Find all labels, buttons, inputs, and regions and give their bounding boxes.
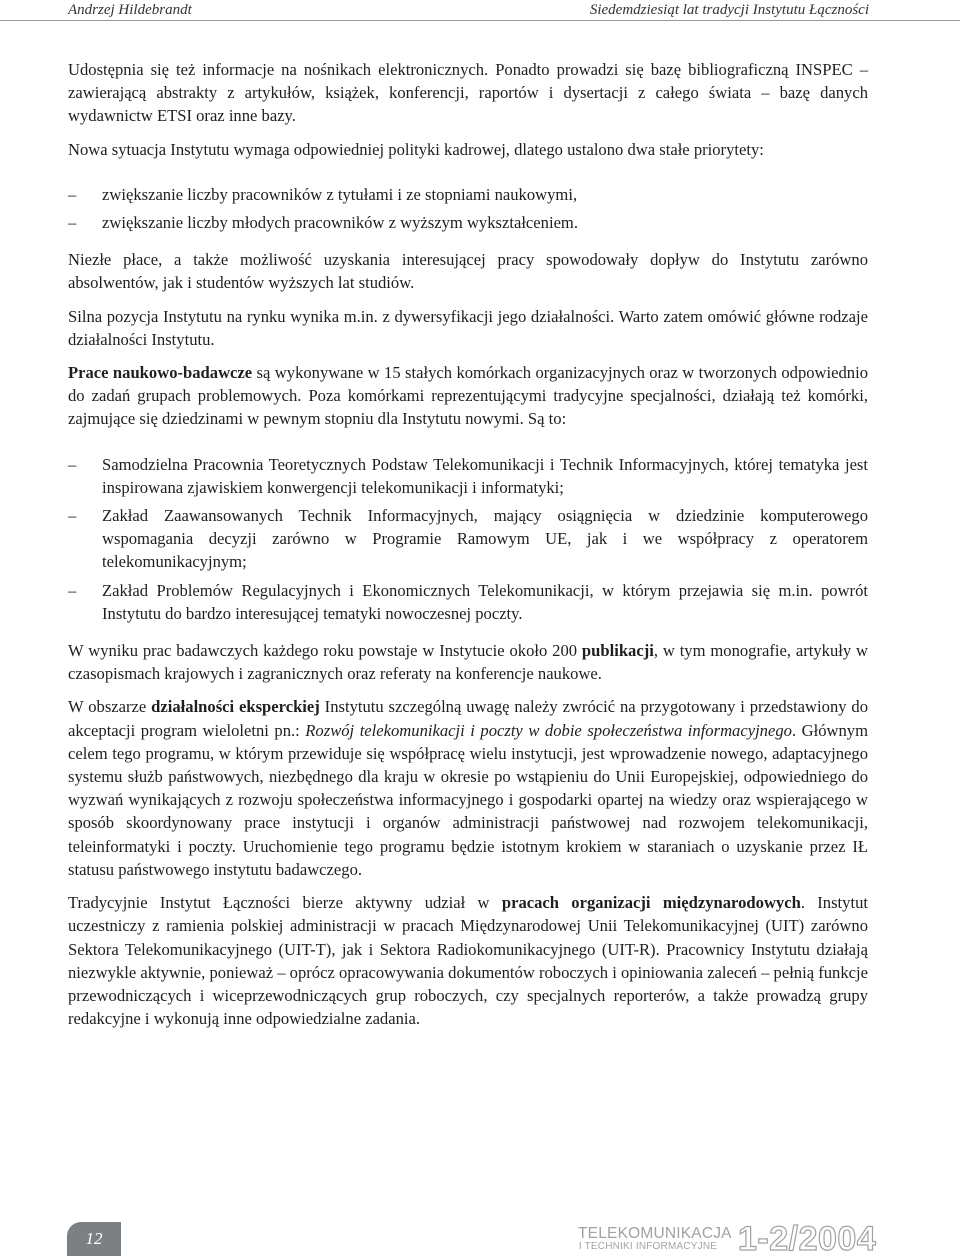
issue-number: 1-2/2004	[738, 1220, 877, 1258]
paragraph-market-position: Silna pozycja Instytutu na rynku wynika m.in. z dywersyfikacji jego działalności. Warto zatem omówić główne rodzaje działalności Instytutu.	[68, 306, 868, 349]
priorities-list	[68, 183, 868, 234]
journal-name-line1: TELEKOMUNIKACJA	[578, 1225, 732, 1242]
list-item: – zwiększanie liczby pracowników z tytułami i ze stopniami naukowymi,	[68, 183, 868, 206]
list-item: – zwiększanie liczby młodych pracowników z wyższym wykształceniem.	[68, 211, 868, 234]
page-number-badge	[67, 1222, 121, 1256]
paragraph-staffing-policy: Nowa sytuacja Instytutu wymaga odpowiedniej polityki kadrowej, dlatego ustalono dwa stałe priorytety:	[68, 139, 764, 159]
paragraph-research: Prace naukowo-badawcze są wykonywane w 15 stałych komórkach organizacyjnych oraz w tworzonych odpowiednio do zadań grupach problemowych. Poza komórkami reprezentującymi tradycyjne specjalności, działają też komórki, zajmujące się dziedzinami w pewnym stopniu dla Instytutu nowymi. Są to:	[68, 363, 868, 429]
header-title: Siedemdziesiąt lat tradycji Instytutu Łączności	[589, 1, 869, 18]
dash-bullet: –	[68, 184, 77, 204]
paragraph-salaries: Niezłe płace, a także możliwość uzyskania interesującej pracy spowodowały dopływ do Instytutu zarówno absolwentów, jak i studentów wyższych lat studiów.	[68, 250, 868, 293]
publications-bold: publikacji	[581, 641, 654, 661]
expert-activity-bold: działalności eksperckiej	[151, 697, 320, 717]
research-heading: Prace naukowo-badawcze	[68, 363, 253, 383]
journal-logo	[578, 1225, 732, 1253]
international-bold: pracach organizacji międzynarodowych	[501, 893, 801, 913]
program-title: Rozwój telekomunikacji i poczty w dobie społeczeństwa informacyjnego	[305, 720, 792, 740]
paragraph-international: Tradycyjnie Instytut Łączności bierze aktywny udział w pracach organizacji międzynarodowych. Instytut uczestniczy z ramienia polskiej administracji w pracach Międzynarodowej Unii Telekomunikacyjnej (UIT) zarówno Sektora Telekomunikacyjnego (UIT-T), jak i Sektora Radiokomunikacyjnego (UIT-R). Pracownicy Instytutu działają niezwykle aktywnie, ponieważ – oprócz opracowywania dokumentów roboczych i opiniowania zaleceń – pełnią funkcje przewodniczących i wiceprzewodniczących grup roboczych, czy specjalnych reporterów, a także prowadzą grupy redakcyjne i wykonują inne odpowiedzialne zadania.	[68, 893, 868, 1029]
new-units-list	[68, 453, 868, 625]
dash-bullet: –	[68, 213, 77, 233]
header-rule	[0, 20, 960, 21]
page-number: 12	[85, 1229, 103, 1248]
header-author: Andrzej Hildebrandt	[68, 1, 192, 18]
running-header	[68, 0, 869, 20]
journal-name-line2: I TECHNIKI INFORMACYJNE	[578, 1241, 718, 1252]
dash-bullet: –	[68, 454, 77, 474]
list-item: – Samodzielna Pracownia Teoretycznych Podstaw Telekomunikacji i Technik Informacyjnych, której tematyka jest inspirowana zjawiskiem konwergencji telekomunikacji i informatyki;	[68, 454, 868, 497]
paragraph-publications: W wyniku prac badawczych każdego roku powstaje w Instytucie około 200 publikacji, w tym monografie, artykuły w czasopismach krajowych i zagranicznych oraz referaty na konferencje naukowe.	[68, 641, 868, 684]
article-body	[68, 58, 868, 1040]
dash-bullet: –	[68, 580, 77, 600]
dash-bullet: –	[68, 506, 77, 526]
list-item: – Zakład Zaawansowanych Technik Informacyjnych, mający osiągnięcia w dziedzinie komputerowego wspomagania decyzji zarówno w Programie Ramowym UE, jak i we współpracy z operatorem telekomunikacyjnym;	[68, 506, 868, 572]
paragraph-expert-activity: W obszarze działalności eksperckiej Instytutu szczególną uwagę należy zwrócić na przygotowany i przedstawiony do akceptacji program wieloletni pn.: Rozwój telekomunikacji i poczty w dobie społeczeństwa informacyjnego. Głównym celem tego programu, w którym przewiduje się współpracę wielu instytucji, jest wprowadzenie nowego, adaptacyjnego systemu służb państwowych, niezbędnego dla kraju w okresie po wstąpieniu do Unii Europejskiej, odpowiedniego do wyzwań wynikających z rozwoju społeczeństwa informacyjnego i gospodarki opartej na wiedzy oraz wspierającego w sposób skoordynowany prace instytucji i organów administracji państwowej nad rozwojem telekomunikacji, teleinformatyki i poczty. Uruchomienie tego programu będzie istotnym krokiem w staraniach o uzyskanie przez IŁ statusu państwowego instytutu badawczego.	[68, 697, 869, 879]
list-item: – Zakład Problemów Regulacyjnych i Ekonomicznych Telekomunikacji, w którym przejawia się m.in. powrót Instytutu do bardzo interesującej tematyki nowoczesnej poczty.	[68, 580, 868, 623]
paragraph-databases: Udostępnia się też informacje na nośnikach elektronicznych. Ponadto prowadzi się bazę bibliograficzną INSPEC – zawierającą abstrakty z artykułów, książek, konferencji, raportów i dysertacji z całego świata – bazę danych wydawnictw ETSI oraz inne bazy.	[68, 60, 868, 126]
